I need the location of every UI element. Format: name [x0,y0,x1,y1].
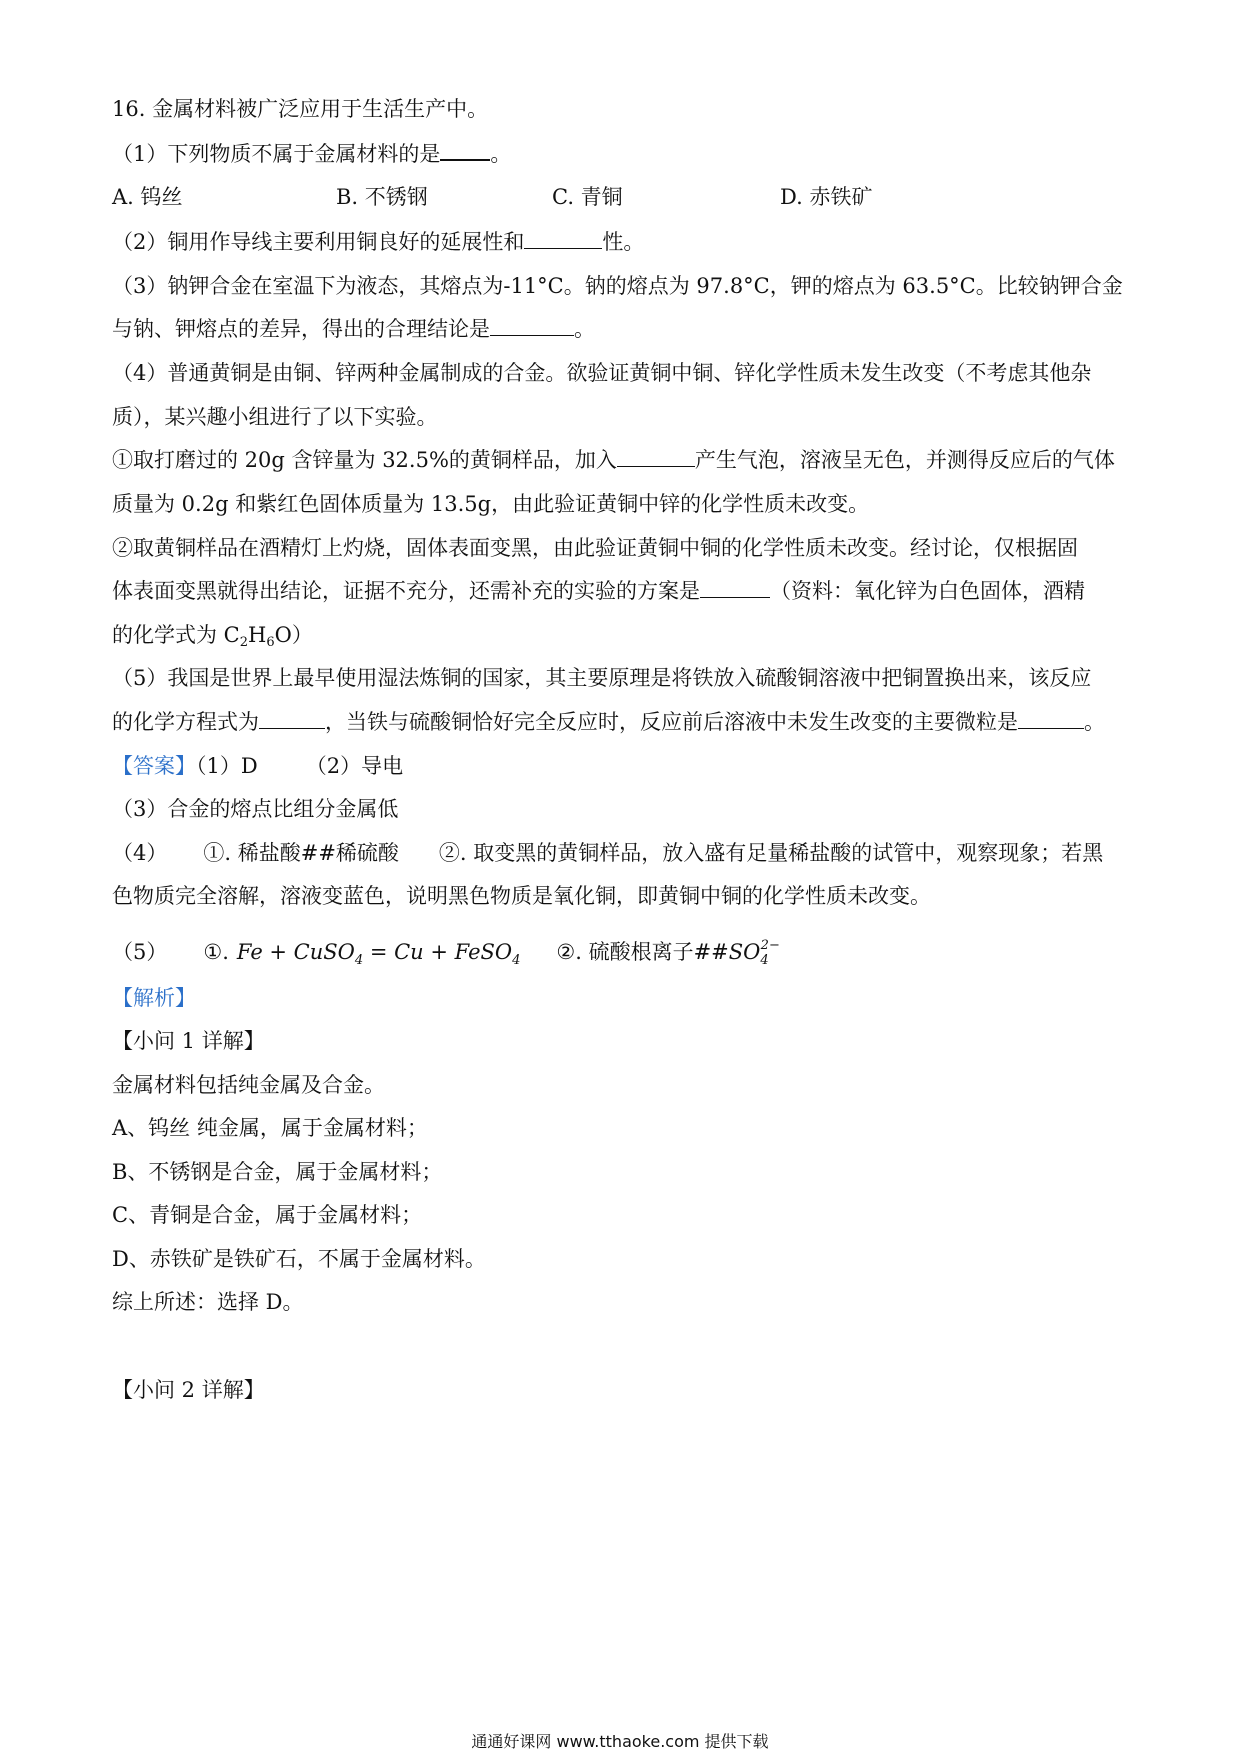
q3-line1: （3）钠钾合金在室温下为液态，其熔点为-11°C。钠的熔点为 97.8°C，钾的熔点为 63.5°C。比较钠钾合金 [112,274,1123,298]
q3-answer-blank [490,317,574,336]
ethanol-sub-2: 2 [239,635,249,650]
q1-suffix: 。 [490,142,512,166]
q5-blank-2 [1018,710,1084,729]
answer-line1 [112,752,403,780]
q3-suffix: 。 [574,317,595,341]
option-d: D. 赤铁矿 [780,185,873,209]
sub1-title: 【小问 1 详解】 [112,1029,265,1053]
q1-prefix: （1）下列物质不属于金属材料的是 [112,142,441,166]
analysis-line-2: A、钨丝 纯金属，属于金属材料； [112,1116,428,1140]
answer-2: （2）导电 [305,754,404,778]
q4-part2-line1: ②取黄铜样品在酒精灯上灼烧，固体表面变黑，由此验证黄铜中铜的化学性质未改变。经讨论，仅根据固 [112,536,1078,560]
sulfate-charge: 2− [760,938,780,953]
answer-4-label: （4） [112,841,168,865]
ethanol-o: O） [274,623,313,647]
equation-sub-2: 4 [512,953,521,968]
analysis-line-4: C、青铜是合金，属于金属材料； [112,1203,423,1227]
q4-p1-suffix: 产生气泡，溶液呈无色，并测得反应后的气体 [694,448,1115,472]
answer-5-label: （5） [112,940,168,964]
analysis-tag: 【解析】 [112,986,196,1010]
q4-p1-answer-blank [617,448,695,467]
question-stem: 16. 金属材料被广泛应用于生活生产中。 [112,97,489,121]
analysis-line-3: B、不锈钢是合金，属于金属材料； [112,1160,443,1184]
answer-4-part2: ②. 取变黑的黄铜样品，放入盛有足量稀盐酸的试管中，观察现象；若黑 [438,841,1104,865]
option-b: B. 不锈钢 [336,185,428,209]
option-a: A. 钨丝 [112,185,183,209]
q1-answer-blank [440,141,490,161]
q3-prefix: 与钠、钾熔点的差异，得出的合理结论是 [112,317,490,341]
sulfate-sub: 4 [760,953,769,968]
sub2-title: 【小问 2 详解】 [112,1378,265,1402]
q5-prefix: 的化学方程式为 [112,710,259,734]
analysis-line-1: 金属材料包括纯金属及合金。 [112,1073,385,1097]
q5-suffix: 。 [1084,710,1105,734]
q4-p2-prefix: 体表面变黑就得出结论，证据不充分，还需补充的实验的方案是 [112,579,700,603]
sulfate-ion: SO [728,940,761,964]
ethanol-sub-6: 6 [266,635,275,650]
answer-1: （1）D [196,754,258,778]
ethanol-formula-prefix: 的化学式为 C [112,623,240,647]
q4-part1-line1 [112,446,1115,474]
analysis-line-6: 综上所述：选择 D。 [112,1290,304,1314]
q4-p2-suffix: （资料：氧化锌为白色固体，酒精 [770,579,1085,603]
answer-5-num1: ①. [203,940,229,964]
option-c: C. 青铜 [552,185,623,209]
answer-4-line1 [112,839,1103,867]
page-footer: 通通好课网 www.tthaoke.com 提供下载 [471,1732,769,1751]
answer-3: （3）合金的熔点比组分金属低 [112,797,399,821]
q1-line [112,140,511,168]
q5-line1: （5）我国是世界上最早使用湿法炼铜的国家，其主要原理是将铁放入硫酸铜溶液中把铜置换出来，该反应 [112,666,1092,690]
q2-line [112,228,644,256]
q2-suffix: 性。 [602,230,645,254]
q5-line2 [112,708,1105,736]
q4-line2: 质），某兴趣小组进行了以下实验。 [112,405,438,429]
q4-p2-answer-blank [700,579,770,598]
q3-line2 [112,315,595,343]
ethanol-h: H [248,623,267,647]
answer-tag: 【答案】 [112,754,196,778]
equation-sub-1: 4 [354,953,364,968]
q4-p1-prefix: ①取打磨过的 20g 含锌量为 32.5%的黄铜样品，加入 [112,448,617,472]
q2-answer-blank [524,230,602,249]
answer-4-line2: 色物质完全溶解，溶液变蓝色，说明黑色物质是氧化铜，即黄铜中铜的化学性质未改变。 [112,884,931,908]
equation-left: Fe + CuSO [236,940,355,964]
answer-5-line [112,932,780,975]
q5-mid: ，当铁与硫酸铜恰好完全反应时，反应前后溶液中未发生改变的主要微粒是 [325,710,1018,734]
analysis-line-5: D、赤铁矿是铁矿石，不属于金属材料。 [112,1247,486,1271]
equation-right: = Cu + FeSO [363,940,513,964]
answer-5-num2: ②. 硫酸根离子## [556,940,729,964]
q4-part1-line2: 质量为 0.2g 和紫红色固体质量为 13.5g，由此验证黄铜中锌的化学性质未改变。 [112,492,870,516]
answer-4-part1: ①. 稀盐酸##稀硫酸 [203,841,399,865]
q4-line1: （4）普通黄铜是由铜、锌两种金属制成的合金。欲验证黄铜中铜、锌化学性质未发生改变（不考虑其他杂 [112,361,1092,385]
q5-blank-1 [259,710,325,729]
q4-part2-line3 [112,621,313,657]
q4-part2-line2 [112,577,1085,605]
q2-prefix: （2）铜用作导线主要利用铜良好的延展性和 [112,230,525,254]
